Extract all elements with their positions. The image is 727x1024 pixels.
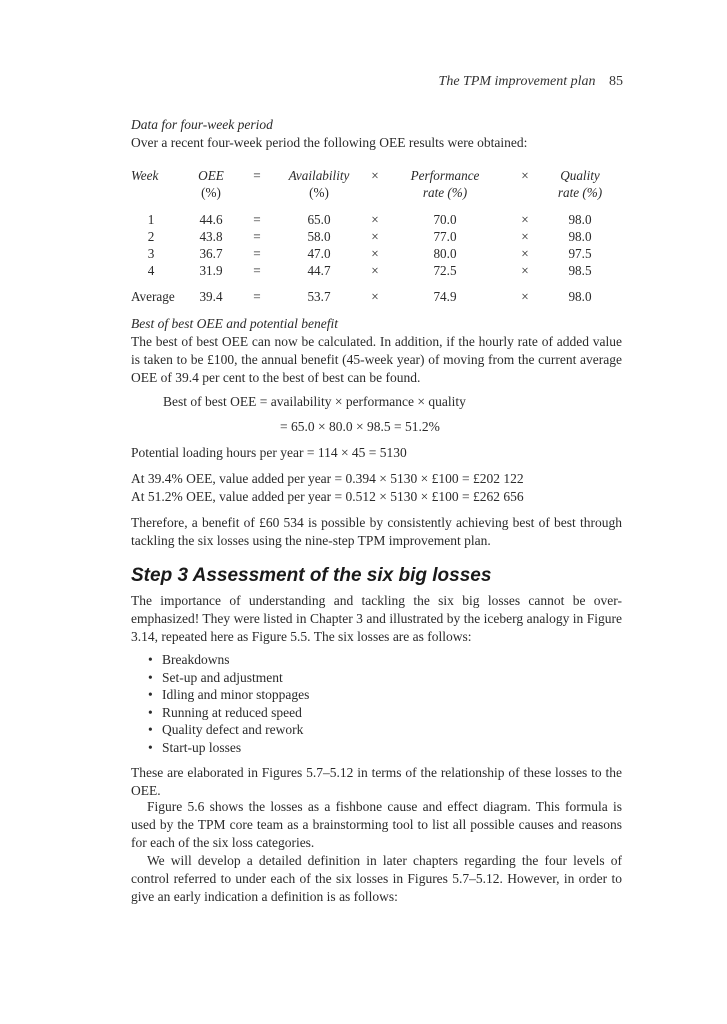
cell-times: × bbox=[521, 229, 529, 244]
header-performance: Performance bbox=[410, 168, 480, 183]
header-performance-unit: rate (%) bbox=[422, 185, 468, 200]
bullet-icon: • bbox=[148, 652, 153, 667]
header-quality-unit: rate (%) bbox=[557, 185, 603, 200]
cell-equals: = bbox=[253, 212, 261, 227]
table-average-row bbox=[131, 289, 622, 306]
cell-performance: 74.9 bbox=[433, 289, 457, 304]
header-week: Week bbox=[131, 168, 159, 183]
cell-quality: 98.0 bbox=[568, 289, 592, 304]
bullet-icon: • bbox=[148, 722, 153, 738]
table-row bbox=[131, 229, 622, 246]
value-line-1: At 39.4% OEE, value added per year = 0.394 × 5130 × £100 = £202 122 bbox=[131, 471, 524, 486]
header-oee: OEE bbox=[198, 168, 224, 183]
table-row bbox=[131, 263, 622, 280]
cell-quality: 98.5 bbox=[568, 263, 592, 278]
step3-para-3: We will develop a detailed definition in later chapters regarding the four levels of control referred to under each of the six losses in Figures 5.7–5.12. However, in order to give an early indication a definition is as follows: bbox=[131, 853, 622, 904]
table-header-row bbox=[131, 168, 622, 185]
losses-list bbox=[148, 651, 309, 757]
cell-availability: 44.7 bbox=[307, 263, 331, 278]
list-item: • Quality defect and rework bbox=[148, 722, 304, 738]
cell-average-label: Average bbox=[131, 289, 175, 304]
cell-performance: 72.5 bbox=[433, 263, 457, 278]
list-item: • Running at reduced speed bbox=[148, 704, 302, 720]
value-line-2: At 51.2% OEE, value added per year = 0.512 × 5130 × £100 = £262 656 bbox=[131, 489, 524, 504]
cell-oee: 43.8 bbox=[199, 229, 223, 244]
running-header bbox=[439, 74, 623, 90]
header-oee-unit: (%) bbox=[201, 185, 221, 200]
formula-line-1: Best of best OEE = availability × performance × quality bbox=[163, 394, 466, 409]
cell-equals: = bbox=[253, 289, 261, 304]
cell-performance: 80.0 bbox=[433, 246, 457, 261]
section-heading: Step 3 Assessment of the six big losses bbox=[131, 565, 492, 586]
cell-week: 3 bbox=[147, 246, 155, 261]
cell-equals: = bbox=[253, 263, 261, 278]
cell-performance: 70.0 bbox=[433, 212, 457, 227]
bullet-icon: • bbox=[148, 669, 153, 685]
page-number: 85 bbox=[609, 74, 623, 89]
cell-times: × bbox=[521, 212, 529, 227]
data-subheading: Data for four-week period bbox=[131, 117, 273, 132]
cell-times: × bbox=[371, 212, 379, 227]
list-item: • Idling and minor stoppages bbox=[148, 687, 310, 703]
cell-availability: 53.7 bbox=[307, 289, 331, 304]
cell-week: 4 bbox=[147, 263, 155, 278]
cell-week: 2 bbox=[147, 229, 155, 244]
header-availability: Availability bbox=[288, 168, 350, 183]
data-intro: Over a recent four-week period the following OEE results were obtained: bbox=[131, 135, 528, 150]
bullet-icon: • bbox=[148, 739, 153, 755]
header-availability-unit: (%) bbox=[309, 185, 329, 200]
cell-times: × bbox=[371, 289, 379, 304]
bullet-icon: • bbox=[148, 704, 153, 720]
table-row bbox=[131, 212, 622, 229]
step3-para-2: Figure 5.6 shows the losses as a fishbone cause and effect diagram. This formula is used by the TPM core team as a brainstorming tool to list all possible causes and reasons for each of the six loss categories. bbox=[131, 799, 622, 850]
cell-oee: 39.4 bbox=[199, 289, 223, 304]
list-item: • Set-up and adjustment bbox=[148, 669, 283, 685]
cell-times: × bbox=[521, 289, 529, 304]
formula-line-2: = 65.0 × 80.0 × 98.5 = 51.2% bbox=[280, 419, 440, 434]
list-item: • Start-up losses bbox=[148, 739, 242, 755]
cell-quality: 98.0 bbox=[568, 229, 592, 244]
cell-quality: 97.5 bbox=[568, 246, 592, 261]
loading-hours: Potential loading hours per year = 114 × 45 = 5130 bbox=[131, 445, 407, 460]
list-item: • Breakdowns bbox=[148, 652, 230, 667]
cell-times: × bbox=[521, 246, 529, 261]
cell-availability: 58.0 bbox=[307, 229, 331, 244]
best-subheading: Best of best OEE and potential benefit bbox=[131, 316, 338, 331]
step3-para-1: These are elaborated in Figures 5.7–5.12 in terms of the relationship of these losses to the OEE. bbox=[131, 765, 622, 798]
cell-equals: = bbox=[253, 246, 261, 261]
table-header-units-row bbox=[131, 185, 622, 202]
conclusion-paragraph: Therefore, a benefit of £60 534 is possible by consistently achieving best of best through tackling the six losses using the nine-step TPM improvement plan. bbox=[131, 515, 622, 548]
cell-quality: 98.0 bbox=[568, 212, 592, 227]
cell-times: × bbox=[521, 263, 529, 278]
cell-times: × bbox=[371, 229, 379, 244]
header-quality: Quality bbox=[560, 168, 600, 183]
cell-oee: 31.9 bbox=[199, 263, 223, 278]
table-row bbox=[131, 246, 622, 263]
step3-intro: The importance of understanding and tackling the six big losses cannot be over-emphasized! They were listed in Chapter 3 and illustrated by the iceberg analogy in Figure 3.14, repeated here as Figure 5.5. The six losses are as follows: bbox=[131, 593, 622, 644]
cell-week: 1 bbox=[147, 212, 155, 227]
bullet-icon: • bbox=[148, 687, 153, 703]
cell-performance: 77.0 bbox=[433, 229, 457, 244]
cell-equals: = bbox=[253, 229, 261, 244]
header-times-1: × bbox=[371, 168, 379, 183]
header-equals: = bbox=[253, 168, 261, 183]
header-times-2: × bbox=[521, 168, 529, 183]
cell-availability: 65.0 bbox=[307, 212, 331, 227]
cell-times: × bbox=[371, 246, 379, 261]
best-paragraph: The best of best OEE can now be calculated. In addition, if the hourly rate of added value is taken to be £100, the annual benefit (45-week year) of moving from the current average OEE of 39.4 per cent to the best of best can be found. bbox=[131, 334, 622, 385]
cell-oee: 36.7 bbox=[199, 246, 223, 261]
cell-availability: 47.0 bbox=[307, 246, 331, 261]
cell-oee: 44.6 bbox=[199, 212, 223, 227]
cell-times: × bbox=[371, 263, 379, 278]
running-header-title: The TPM improvement plan bbox=[438, 74, 596, 89]
